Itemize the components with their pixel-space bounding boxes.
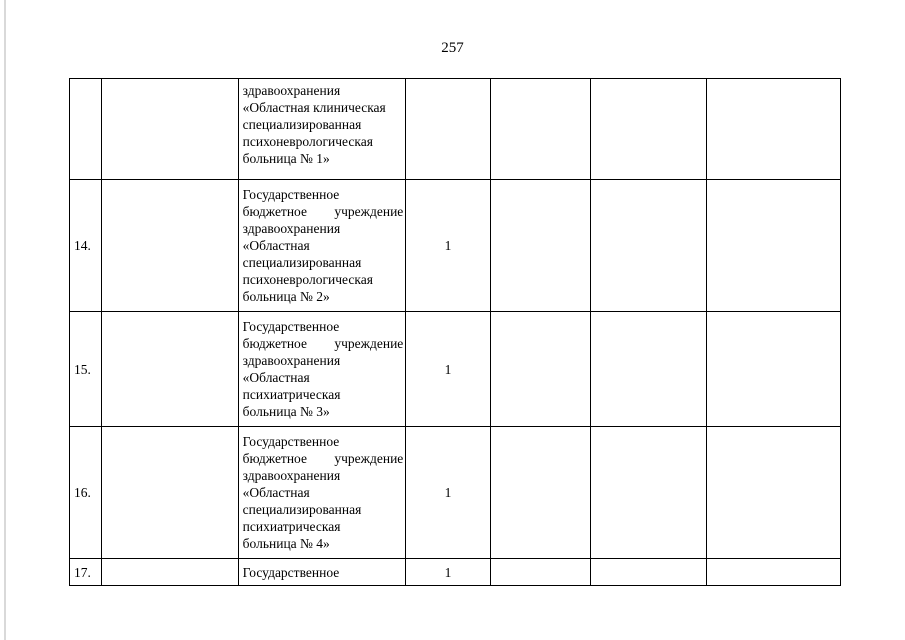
name-line: больница № 2» bbox=[242, 289, 330, 304]
empty-cell bbox=[102, 79, 239, 180]
name-line: здравоохранения bbox=[242, 468, 341, 483]
table-row bbox=[70, 559, 841, 586]
empty-cell bbox=[591, 559, 707, 586]
count-cell: 1 bbox=[406, 427, 490, 559]
count-cell: 1 bbox=[406, 180, 490, 312]
row-number-cell: 15. bbox=[70, 312, 102, 427]
name-line: психиатрическая bbox=[242, 519, 341, 534]
empty-cell bbox=[102, 559, 239, 586]
count-cell bbox=[406, 79, 490, 180]
name-line: здравоохранения bbox=[242, 353, 341, 368]
empty-cell bbox=[591, 180, 707, 312]
institution-name-cell bbox=[238, 427, 406, 559]
institution-name-cell bbox=[238, 312, 406, 427]
name-line: специализированная bbox=[242, 117, 362, 132]
empty-cell bbox=[591, 312, 707, 427]
name-line: Государственное bbox=[242, 434, 340, 449]
name-line: здравоохранения bbox=[242, 83, 341, 98]
count-cell: 1 bbox=[406, 312, 490, 427]
row-number-cell: 16. bbox=[70, 427, 102, 559]
name-line: Государственное bbox=[242, 564, 340, 580]
empty-cell bbox=[707, 559, 841, 586]
institution-name-cell bbox=[238, 79, 406, 180]
empty-cell bbox=[490, 559, 590, 586]
name-line: бюджетное учреждение bbox=[242, 336, 404, 351]
empty-cell bbox=[591, 427, 707, 559]
empty-cell bbox=[707, 427, 841, 559]
institution-name-cell bbox=[238, 180, 406, 312]
empty-cell bbox=[490, 312, 590, 427]
name-line: «Областная bbox=[242, 370, 310, 385]
institution-name-cell bbox=[238, 559, 406, 586]
empty-cell bbox=[102, 312, 239, 427]
scan-edge-rule bbox=[4, 0, 6, 640]
empty-cell bbox=[707, 180, 841, 312]
page-number: 257 bbox=[441, 40, 464, 56]
table-row bbox=[70, 79, 841, 180]
name-line: Государственное bbox=[242, 187, 340, 202]
empty-cell bbox=[591, 79, 707, 180]
count-cell: 1 bbox=[406, 559, 490, 586]
table-row bbox=[70, 427, 841, 559]
name-line: Государственное bbox=[242, 319, 340, 334]
table-row bbox=[70, 180, 841, 312]
name-line: бюджетное учреждение bbox=[242, 451, 404, 466]
empty-cell bbox=[707, 312, 841, 427]
name-line: психоневрологическая bbox=[242, 272, 373, 287]
name-line: специализированная bbox=[242, 255, 362, 270]
name-line: больница № 1» bbox=[242, 151, 330, 166]
row-number-cell bbox=[70, 79, 102, 180]
empty-cell bbox=[490, 79, 590, 180]
name-line: больница № 3» bbox=[242, 404, 330, 419]
name-line: «Областная клиническая bbox=[242, 100, 386, 115]
name-line: психоневрологическая bbox=[242, 134, 373, 149]
name-line: бюджетное учреждение bbox=[242, 204, 404, 219]
empty-cell bbox=[102, 427, 239, 559]
name-line: «Областная bbox=[242, 485, 310, 500]
name-line: больница № 4» bbox=[242, 536, 330, 551]
name-line: психиатрическая bbox=[242, 387, 341, 402]
name-line: «Областная bbox=[242, 238, 310, 253]
empty-cell bbox=[102, 180, 239, 312]
name-line: здравоохранения bbox=[242, 221, 341, 236]
row-number-cell: 14. bbox=[70, 180, 102, 312]
table-row bbox=[70, 312, 841, 427]
empty-cell bbox=[490, 427, 590, 559]
empty-cell bbox=[707, 79, 841, 180]
institutions-table bbox=[69, 78, 841, 586]
empty-cell bbox=[490, 180, 590, 312]
name-line: специализированная bbox=[242, 502, 362, 517]
row-number-cell: 17. bbox=[70, 559, 102, 586]
